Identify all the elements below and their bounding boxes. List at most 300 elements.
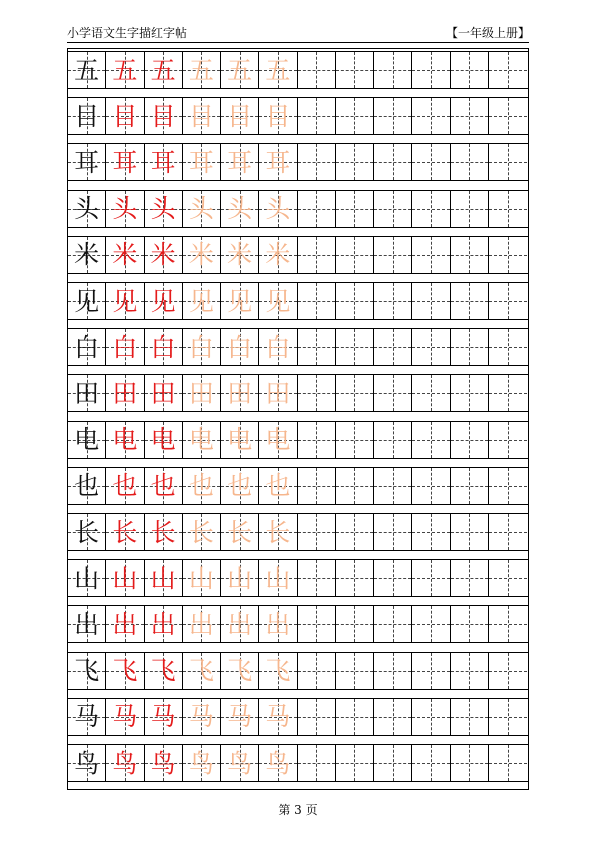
model-character: 马 <box>74 702 100 732</box>
trace-character: 田 <box>150 378 176 408</box>
blank-practice-cell <box>451 329 489 365</box>
trace-cell <box>183 329 221 365</box>
trace-cell <box>221 52 259 88</box>
trace-character: 五 <box>112 55 138 85</box>
blank-practice-cell <box>489 560 527 596</box>
blank-practice-cell <box>298 606 336 642</box>
trace-cell <box>183 191 221 227</box>
blank-practice-cell <box>412 468 450 504</box>
blank-practice-cell <box>412 329 450 365</box>
blank-practice-cell <box>336 283 374 319</box>
trace-character: 田 <box>188 378 214 408</box>
trace-character: 马 <box>112 702 138 732</box>
trace-cell <box>183 283 221 319</box>
trace-cell <box>106 191 144 227</box>
trace-cell <box>183 653 221 689</box>
trace-cell <box>106 745 144 781</box>
blank-practice-cell <box>489 422 527 458</box>
trace-character: 也 <box>265 471 291 501</box>
trace-character: 飞 <box>112 656 138 686</box>
trace-cell <box>259 98 297 134</box>
trace-cell <box>106 606 144 642</box>
blank-practice-cell <box>298 191 336 227</box>
trace-character: 耳 <box>188 147 214 177</box>
blank-practice-cell <box>412 191 450 227</box>
practice-row <box>68 467 528 505</box>
trace-cell <box>183 375 221 411</box>
trace-cell <box>145 745 183 781</box>
blank-practice-cell <box>489 606 527 642</box>
model-character: 五 <box>74 55 100 85</box>
trace-cell <box>183 144 221 180</box>
trace-cell <box>259 653 297 689</box>
blank-practice-cell <box>336 98 374 134</box>
blank-practice-cell <box>336 745 374 781</box>
trace-cell <box>145 191 183 227</box>
blank-practice-cell <box>336 699 374 735</box>
blank-practice-cell <box>298 514 336 550</box>
trace-character: 耳 <box>265 147 291 177</box>
blank-practice-cell <box>412 699 450 735</box>
blank-practice-cell <box>336 468 374 504</box>
trace-cell <box>259 514 297 550</box>
model-cell <box>68 468 106 504</box>
trace-cell <box>259 52 297 88</box>
trace-cell <box>259 468 297 504</box>
blank-practice-cell <box>451 745 489 781</box>
trace-character: 鸟 <box>112 748 138 778</box>
model-character: 头 <box>74 194 100 224</box>
blank-practice-cell <box>412 745 450 781</box>
practice-row <box>68 513 528 551</box>
trace-cell <box>259 422 297 458</box>
blank-practice-cell <box>412 606 450 642</box>
trace-cell <box>106 98 144 134</box>
trace-cell <box>106 283 144 319</box>
trace-cell <box>259 191 297 227</box>
model-cell <box>68 653 106 689</box>
trace-character: 头 <box>265 194 291 224</box>
trace-character: 电 <box>265 425 291 455</box>
trace-character: 目 <box>188 101 214 131</box>
model-character: 米 <box>74 240 100 270</box>
trace-character: 白 <box>188 332 214 362</box>
trace-character: 飞 <box>227 656 253 686</box>
trace-cell <box>183 52 221 88</box>
blank-practice-cell <box>489 98 527 134</box>
blank-practice-cell <box>298 560 336 596</box>
trace-character: 马 <box>188 702 214 732</box>
blank-practice-cell <box>489 329 527 365</box>
trace-character: 头 <box>227 194 253 224</box>
blank-practice-cell <box>336 191 374 227</box>
practice-row <box>68 143 528 181</box>
trace-character: 目 <box>112 101 138 131</box>
trace-cell <box>106 653 144 689</box>
trace-cell <box>221 745 259 781</box>
trace-cell <box>259 606 297 642</box>
trace-cell <box>145 560 183 596</box>
blank-practice-cell <box>489 653 527 689</box>
practice-row <box>68 97 528 135</box>
trace-cell <box>106 375 144 411</box>
trace-cell <box>221 237 259 273</box>
blank-practice-cell <box>451 52 489 88</box>
model-cell <box>68 514 106 550</box>
trace-character: 见 <box>265 286 291 316</box>
blank-practice-cell <box>336 237 374 273</box>
blank-practice-cell <box>451 375 489 411</box>
model-character: 飞 <box>74 656 100 686</box>
trace-character: 电 <box>188 425 214 455</box>
practice-row <box>68 421 528 459</box>
model-cell <box>68 283 106 319</box>
model-cell <box>68 191 106 227</box>
trace-cell <box>259 375 297 411</box>
model-character: 也 <box>74 471 100 501</box>
blank-practice-cell <box>374 329 412 365</box>
trace-character: 飞 <box>188 656 214 686</box>
model-cell <box>68 560 106 596</box>
blank-practice-cell <box>412 283 450 319</box>
trace-cell <box>145 653 183 689</box>
practice-row <box>68 605 528 643</box>
blank-practice-cell <box>336 422 374 458</box>
trace-cell <box>221 98 259 134</box>
trace-cell <box>259 237 297 273</box>
model-character: 田 <box>74 378 100 408</box>
trace-character: 五 <box>188 55 214 85</box>
trace-cell <box>106 422 144 458</box>
trace-character: 马 <box>227 702 253 732</box>
trace-character: 马 <box>150 702 176 732</box>
model-cell <box>68 237 106 273</box>
model-character: 见 <box>74 286 100 316</box>
trace-character: 白 <box>265 332 291 362</box>
practice-row <box>68 328 528 366</box>
trace-character: 见 <box>227 286 253 316</box>
trace-cell <box>145 606 183 642</box>
trace-cell <box>221 375 259 411</box>
blank-practice-cell <box>336 52 374 88</box>
trace-character: 米 <box>265 240 291 270</box>
trace-character: 见 <box>188 286 214 316</box>
trace-character: 目 <box>150 101 176 131</box>
trace-cell <box>221 144 259 180</box>
trace-cell <box>145 375 183 411</box>
blank-practice-cell <box>451 191 489 227</box>
trace-character: 出 <box>265 609 291 639</box>
trace-cell <box>259 283 297 319</box>
blank-practice-cell <box>412 98 450 134</box>
blank-practice-cell <box>489 283 527 319</box>
blank-practice-cell <box>451 237 489 273</box>
trace-character: 马 <box>265 702 291 732</box>
blank-practice-cell <box>298 283 336 319</box>
trace-character: 长 <box>227 517 253 547</box>
blank-practice-cell <box>489 468 527 504</box>
trace-cell <box>145 514 183 550</box>
trace-character: 田 <box>112 378 138 408</box>
trace-character: 头 <box>150 194 176 224</box>
model-character: 电 <box>74 425 100 455</box>
trace-character: 山 <box>227 563 253 593</box>
blank-practice-cell <box>412 653 450 689</box>
blank-practice-cell <box>489 699 527 735</box>
model-cell <box>68 375 106 411</box>
model-character: 目 <box>74 101 100 131</box>
trace-character: 鸟 <box>227 748 253 778</box>
blank-practice-cell <box>374 606 412 642</box>
blank-practice-cell <box>374 653 412 689</box>
trace-cell <box>106 52 144 88</box>
trace-character: 五 <box>265 55 291 85</box>
model-cell <box>68 98 106 134</box>
trace-character: 白 <box>227 332 253 362</box>
blank-practice-cell <box>336 144 374 180</box>
practice-grid <box>67 48 529 790</box>
trace-cell <box>221 514 259 550</box>
blank-practice-cell <box>451 98 489 134</box>
blank-practice-cell <box>412 560 450 596</box>
trace-character: 电 <box>112 425 138 455</box>
trace-character: 耳 <box>112 147 138 177</box>
trace-cell <box>259 144 297 180</box>
trace-cell <box>183 745 221 781</box>
trace-cell <box>106 468 144 504</box>
trace-character: 田 <box>265 378 291 408</box>
trace-cell <box>183 606 221 642</box>
model-cell <box>68 422 106 458</box>
blank-practice-cell <box>451 699 489 735</box>
blank-practice-cell <box>298 98 336 134</box>
blank-practice-cell <box>298 745 336 781</box>
blank-practice-cell <box>489 514 527 550</box>
trace-character: 也 <box>150 471 176 501</box>
trace-cell <box>145 468 183 504</box>
trace-cell <box>221 283 259 319</box>
practice-row <box>68 51 528 89</box>
trace-cell <box>183 237 221 273</box>
trace-cell <box>145 98 183 134</box>
trace-cell <box>221 422 259 458</box>
trace-cell <box>221 560 259 596</box>
trace-character: 米 <box>188 240 214 270</box>
trace-character: 出 <box>112 609 138 639</box>
trace-cell <box>145 237 183 273</box>
blank-practice-cell <box>451 144 489 180</box>
blank-practice-cell <box>374 422 412 458</box>
trace-character: 长 <box>265 517 291 547</box>
trace-character: 鸟 <box>188 748 214 778</box>
blank-practice-cell <box>336 653 374 689</box>
trace-cell <box>183 699 221 735</box>
model-character: 山 <box>74 563 100 593</box>
trace-character: 白 <box>150 332 176 362</box>
blank-practice-cell <box>412 375 450 411</box>
trace-character: 米 <box>150 240 176 270</box>
trace-character: 五 <box>150 55 176 85</box>
trace-character: 山 <box>150 563 176 593</box>
trace-character: 头 <box>188 194 214 224</box>
trace-character: 也 <box>227 471 253 501</box>
blank-practice-cell <box>374 468 412 504</box>
model-cell <box>68 699 106 735</box>
practice-row <box>68 744 528 782</box>
blank-practice-cell <box>336 560 374 596</box>
blank-practice-cell <box>298 653 336 689</box>
blank-practice-cell <box>374 98 412 134</box>
worksheet-title: 小学语文生字描红字帖 <box>67 26 188 40</box>
blank-practice-cell <box>412 514 450 550</box>
trace-cell <box>259 329 297 365</box>
trace-cell <box>221 653 259 689</box>
blank-practice-cell <box>489 375 527 411</box>
trace-character: 见 <box>112 286 138 316</box>
trace-cell <box>145 52 183 88</box>
trace-cell <box>259 745 297 781</box>
blank-practice-cell <box>336 329 374 365</box>
trace-cell <box>106 144 144 180</box>
blank-practice-cell <box>451 653 489 689</box>
trace-cell <box>183 514 221 550</box>
trace-character: 目 <box>227 101 253 131</box>
trace-cell <box>106 560 144 596</box>
trace-character: 长 <box>112 517 138 547</box>
trace-character: 飞 <box>265 656 291 686</box>
trace-character: 也 <box>112 471 138 501</box>
trace-character: 山 <box>265 563 291 593</box>
trace-character: 五 <box>227 55 253 85</box>
blank-practice-cell <box>374 52 412 88</box>
model-character: 耳 <box>74 147 100 177</box>
practice-row <box>68 652 528 690</box>
trace-cell <box>183 422 221 458</box>
trace-cell <box>221 191 259 227</box>
trace-character: 山 <box>188 563 214 593</box>
blank-practice-cell <box>298 329 336 365</box>
trace-cell <box>183 560 221 596</box>
blank-practice-cell <box>451 422 489 458</box>
trace-character: 耳 <box>150 147 176 177</box>
blank-practice-cell <box>412 52 450 88</box>
trace-cell <box>145 422 183 458</box>
blank-practice-cell <box>412 422 450 458</box>
trace-cell <box>221 329 259 365</box>
trace-cell <box>106 514 144 550</box>
grade-label: 【一年级上册】 <box>445 26 530 40</box>
blank-practice-cell <box>374 514 412 550</box>
header-divider <box>67 42 529 43</box>
trace-cell <box>183 468 221 504</box>
trace-character: 田 <box>227 378 253 408</box>
practice-row <box>68 282 528 320</box>
trace-character: 鸟 <box>265 748 291 778</box>
blank-practice-cell <box>336 606 374 642</box>
trace-character: 白 <box>112 332 138 362</box>
model-character: 长 <box>74 517 100 547</box>
blank-practice-cell <box>298 144 336 180</box>
trace-character: 米 <box>112 240 138 270</box>
trace-character: 电 <box>150 425 176 455</box>
trace-character: 飞 <box>150 656 176 686</box>
trace-cell <box>259 560 297 596</box>
blank-practice-cell <box>374 191 412 227</box>
blank-practice-cell <box>451 514 489 550</box>
practice-row <box>68 559 528 597</box>
blank-practice-cell <box>374 560 412 596</box>
model-cell <box>68 144 106 180</box>
trace-character: 出 <box>150 609 176 639</box>
trace-character: 也 <box>188 471 214 501</box>
blank-practice-cell <box>374 283 412 319</box>
trace-cell <box>106 329 144 365</box>
blank-practice-cell <box>374 699 412 735</box>
trace-cell <box>106 237 144 273</box>
trace-cell <box>183 98 221 134</box>
blank-practice-cell <box>298 52 336 88</box>
blank-practice-cell <box>451 560 489 596</box>
model-cell <box>68 52 106 88</box>
blank-practice-cell <box>298 422 336 458</box>
model-cell <box>68 606 106 642</box>
trace-cell <box>221 699 259 735</box>
trace-character: 见 <box>150 286 176 316</box>
trace-character: 鸟 <box>150 748 176 778</box>
blank-practice-cell <box>298 699 336 735</box>
trace-cell <box>106 699 144 735</box>
trace-character: 长 <box>188 517 214 547</box>
blank-practice-cell <box>451 468 489 504</box>
blank-practice-cell <box>489 144 527 180</box>
practice-row <box>68 698 528 736</box>
blank-practice-cell <box>336 514 374 550</box>
trace-cell <box>221 468 259 504</box>
blank-practice-cell <box>489 52 527 88</box>
practice-row <box>68 374 528 412</box>
practice-row <box>68 236 528 274</box>
blank-practice-cell <box>374 237 412 273</box>
trace-cell <box>145 144 183 180</box>
blank-practice-cell <box>451 606 489 642</box>
page-number: 第 3 页 <box>278 803 318 817</box>
blank-practice-cell <box>489 191 527 227</box>
trace-cell <box>221 606 259 642</box>
blank-practice-cell <box>489 237 527 273</box>
blank-practice-cell <box>412 144 450 180</box>
model-cell <box>68 329 106 365</box>
blank-practice-cell <box>489 745 527 781</box>
trace-cell <box>145 283 183 319</box>
trace-character: 电 <box>227 425 253 455</box>
trace-character: 山 <box>112 563 138 593</box>
model-character: 白 <box>74 332 100 362</box>
blank-practice-cell <box>374 375 412 411</box>
blank-practice-cell <box>374 144 412 180</box>
trace-character: 目 <box>265 101 291 131</box>
trace-character: 出 <box>227 609 253 639</box>
blank-practice-cell <box>374 745 412 781</box>
model-character: 鸟 <box>74 748 100 778</box>
model-character: 出 <box>74 609 100 639</box>
blank-practice-cell <box>298 375 336 411</box>
model-cell <box>68 745 106 781</box>
practice-row <box>68 190 528 228</box>
trace-character: 米 <box>227 240 253 270</box>
blank-practice-cell <box>451 283 489 319</box>
trace-character: 长 <box>150 517 176 547</box>
trace-character: 耳 <box>227 147 253 177</box>
